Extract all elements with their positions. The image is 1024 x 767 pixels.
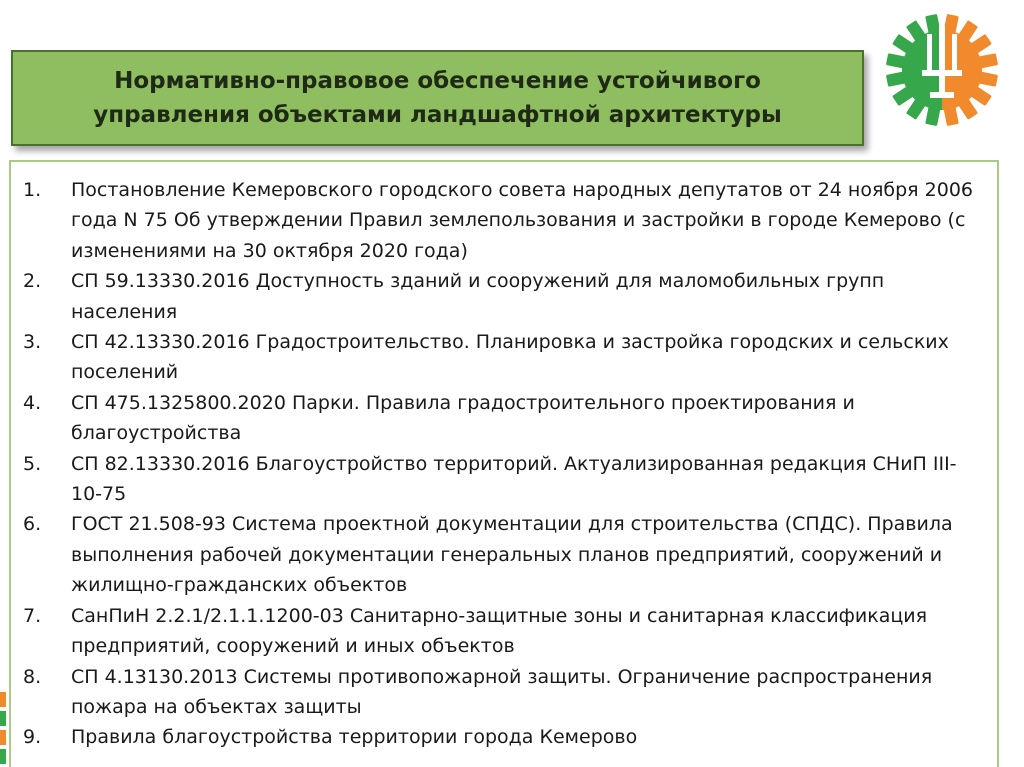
list-item [23, 327, 987, 388]
edge-bar [0, 730, 6, 745]
list-item-number: 2. [23, 270, 42, 293]
list-item [23, 388, 987, 449]
list-item [23, 601, 987, 662]
edge-bar [0, 749, 6, 764]
list-item-number: 1. [23, 179, 42, 201]
list-item-text: СП 4.13130.2013 Системы противопожарной защиты. Ограничение распространения пожара на объектах защиты [71, 665, 933, 718]
list-item-text: ГОСТ 21.508-93 Система проектной документации для строительства (СПДС). Правила выполнения рабочей документации генеральных планов предприятий, сооружений и жилищно-гражданских объектов [71, 513, 953, 597]
list-item-text: СанПиН 2.2.1/2.1.1.1200-03 Санитарно-защитные зоны и санитарная классификация предприятий, сооружений и иных объектов [71, 604, 928, 658]
gear-logo-icon [878, 6, 1006, 134]
list-item-text: Постановление Кемеровского городского совета народных депутатов от 24 ноября 2006 года N 75 Об утверждении Правил землепользования и застройки в городе Кемерово (с изменениями на 30 октября 2020 года) [71, 179, 974, 262]
edge-bar [0, 711, 6, 726]
title-banner [11, 50, 864, 146]
list-item [23, 509, 987, 600]
list-item [23, 662, 987, 723]
list-item-number: 5. [23, 452, 42, 475]
list-item-text: СП 59.13330.2016 Доступность зданий и сооружений для маломобильных групп населения [71, 270, 885, 323]
list-item-number: 8. [23, 665, 42, 688]
list-item-number: 7. [23, 604, 42, 627]
list-item [23, 175, 987, 266]
list-item-number: 6. [23, 513, 42, 536]
page-title: Нормативно-правовое обеспечение устойчивого управления объектами ландшафтной архитектуры [93, 68, 782, 128]
edge-decoration [0, 692, 8, 767]
list-item [23, 722, 987, 752]
list-item-text: СП 82.13330.2016 Благоустройство территорий. Актуализированная редакция СНиП III-10-75 [71, 452, 957, 506]
content-panel [9, 160, 999, 767]
list-item-number: 4. [23, 391, 42, 414]
list-item [23, 449, 987, 510]
list-item-text: Правила благоустройства территории города Кемерово [71, 726, 638, 749]
list-item-number: 3. [23, 331, 42, 354]
document-list [11, 162, 997, 753]
list-item-text: СП 42.13330.2016 Градостроительство. Планировка и застройка городских и сельских поселений [71, 331, 949, 384]
list-item-text: СП 475.1325800.2020 Парки. Правила градостроительного проектирования и благоустройства [71, 391, 855, 445]
list-item-number: 9. [23, 726, 42, 749]
list-item [23, 266, 987, 327]
edge-bar [0, 692, 6, 707]
